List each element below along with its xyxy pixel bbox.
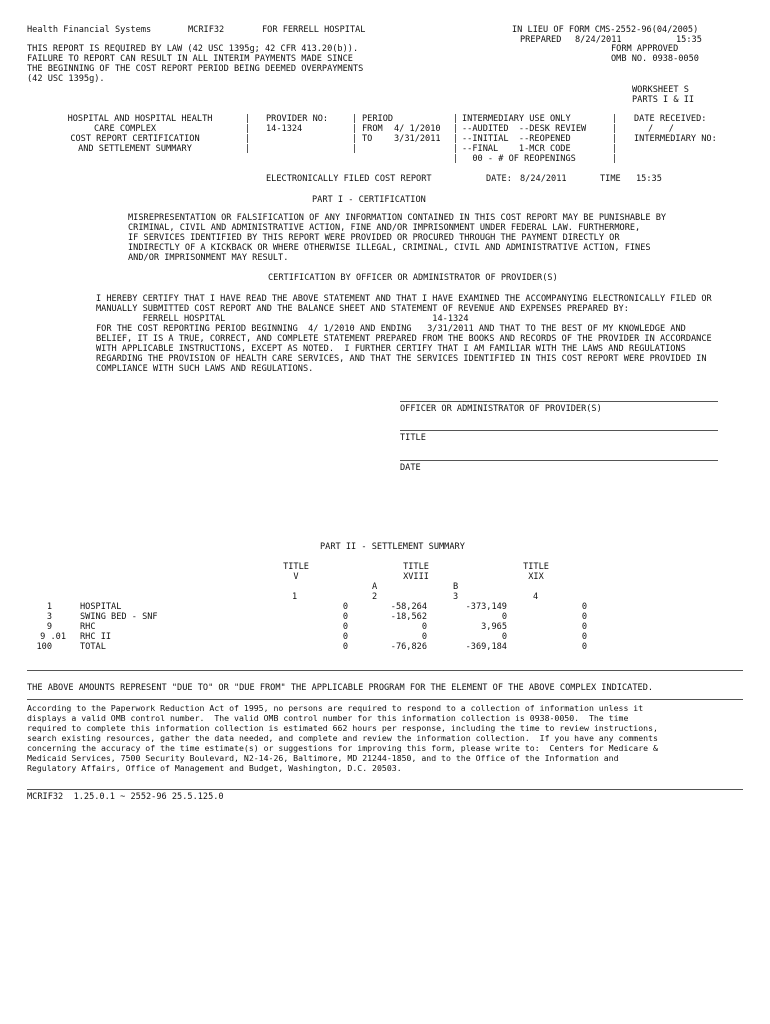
separator-bar: |: [245, 134, 251, 144]
title-xviii-a-value: 0: [421, 632, 427, 642]
intermediary-no-label: INTERMEDIARY NO:: [634, 134, 717, 144]
certification-line: MANUALLY SUBMITTED COST REPORT AND THE BALANCE SHEET AND STATEMENT OF REVENUE AND EXPENSES PREPARED BY:: [96, 304, 629, 314]
row-number: 9: [46, 622, 52, 632]
title-v-value: 0: [342, 632, 348, 642]
report-title-line: CARE COMPLEX: [93, 124, 157, 134]
separator-bar: |: [612, 154, 618, 164]
title-v-value: 0: [342, 602, 348, 612]
to-date: 3/31/2011: [394, 134, 441, 144]
divider: [27, 699, 743, 700]
certification-line: FERRELL HOSPITAL 14-1324: [96, 314, 469, 324]
title-xviii-a-value: -76,826: [390, 642, 427, 652]
separator-bar: |: [612, 134, 618, 144]
title-signature-label: TITLE: [400, 433, 426, 443]
due-note: THE ABOVE AMOUNTS REPRESENT "DUE TO" OR "DUE FROM" THE APPLICABLE PROGRAM FOR THE ELEMENT OF THE ABOVE COMPLEX INDICATED.: [27, 683, 654, 693]
intermediary-use-line: --FINAL 1-MCR CODE: [462, 144, 571, 154]
title-v-value: 0: [342, 612, 348, 622]
certification-line: WITH APPLICABLE INSTRUCTIONS, EXCEPT AS NOTED. I FURTHER CERTIFY THAT I AM FAMILIAR WITH THE LAWS AND REGULATIONS: [96, 344, 686, 354]
prepared-date: 8/24/2011: [575, 35, 622, 45]
paperwork-line: displays a valid OMB control number. The valid OMB control number for this information collection is 0938-0050. The time: [27, 713, 629, 723]
footer-version: MCRIF32 1.25.0.1 ~ 2552-96 25.5.125.0: [27, 792, 224, 802]
title-xix-value: 0: [581, 642, 587, 652]
separator-bar: |: [352, 124, 358, 134]
title-xviii-b-value: 3,965: [481, 622, 507, 632]
to-label: TO: [362, 134, 373, 144]
title-v-heading: V: [293, 572, 299, 582]
title-xix-value: 0: [581, 602, 587, 612]
separator-bar: |: [612, 114, 618, 124]
certification-line: COMPLIANCE WITH SUCH LAWS AND REGULATIONS.: [96, 364, 314, 374]
title-signature-line[interactable]: [400, 430, 718, 431]
col-number: 4: [533, 592, 539, 602]
date-received-label: DATE RECEIVED:: [634, 114, 707, 124]
row-label: HOSPITAL: [80, 602, 122, 612]
date-signature-line[interactable]: [400, 460, 718, 461]
row-label: RHC: [80, 622, 96, 632]
divider: [27, 670, 743, 671]
separator-bar: |: [245, 114, 251, 124]
separator-bar: |: [453, 154, 459, 164]
software-name: Health Financial Systems: [27, 25, 152, 35]
part2-heading: PART II - SETTLEMENT SUMMARY: [320, 542, 465, 552]
title-xviii-a-value: -58,264: [390, 602, 427, 612]
intermediary-use-line: --INITIAL --REOPENED: [462, 134, 571, 144]
separator-bar: |: [352, 114, 358, 124]
period-label: PERIOD: [362, 114, 394, 124]
certification-line: I HEREBY CERTIFY THAT I HAVE READ THE ABOVE STATEMENT AND THAT I HAVE EXAMINED THE ACCOMPANYING ELECTRONICALLY FILED OR: [96, 294, 712, 304]
title-xix-heading: TITLE: [523, 562, 549, 572]
officer-signature-line[interactable]: [400, 401, 718, 402]
provider-number: 14-1324: [266, 124, 303, 134]
subcol-a: A: [372, 582, 378, 592]
certification-line: FOR THE COST REPORTING PERIOD BEGINNING 4/ 1/2010 AND ENDING 3/31/2011 AND THAT TO THE BEST OF MY KNOWLEDGE AND: [96, 324, 686, 334]
electronic-filed-label: ELECTRONICALLY FILED COST REPORT: [266, 174, 432, 184]
subcol-b: B: [453, 582, 459, 592]
title-xviii-b-value: 0: [501, 612, 507, 622]
col-number: 2: [372, 592, 378, 602]
electronic-time-label: TIME: [600, 174, 621, 184]
col-number: 3: [453, 592, 459, 602]
provider-label: PROVIDER NO:: [266, 114, 329, 124]
part1-heading: PART I - CERTIFICATION: [312, 195, 426, 205]
separator-bar: |: [245, 144, 251, 154]
notice-line: THIS REPORT IS REQUIRED BY LAW (42 USC 1395g; 42 CFR 413.20(b)).: [27, 44, 359, 54]
separator-bar: |: [453, 134, 459, 144]
worksheet-label: WORKSHEET S: [632, 85, 689, 95]
warning-line: INDIRECTLY OF A KICKBACK OR WHERE OTHERWISE ILLEGAL, CRIMINAL, CIVIL AND ADMINISTRATIVE ACTION, FINES: [128, 243, 651, 253]
paperwork-line: search existing resources, gather the data needed, and complete and review the information collection. If you have any comments: [27, 733, 658, 743]
title-xix-value: 0: [581, 632, 587, 642]
hospital-name: FOR FERRELL HOSPITAL: [262, 25, 366, 35]
paperwork-line: According to the Paperwork Reduction Act of 1995, no persons are required to respond to a collection of information unless it: [27, 703, 644, 713]
separator-bar: |: [453, 114, 459, 124]
intermediary-use-line: 00 - # OF REOPENINGS: [462, 154, 576, 164]
warning-line: MISREPRESENTATION OR FALSIFICATION OF ANY INFORMATION CONTAINED IN THIS COST REPORT MAY BE PUNISHABLE BY: [128, 213, 667, 223]
separator-bar: |: [352, 134, 358, 144]
certification-line: REGARDING THE PROVISION OF HEALTH CARE SERVICES, AND THAT THE SERVICES IDENTIFIED IN THIS COST REPORT WERE PROVIDED IN: [96, 354, 707, 364]
col-number: 1: [292, 592, 298, 602]
certification-line: BELIEF, IT IS A TRUE, CORRECT, AND COMPLETE STATEMENT PREPARED FROM THE BOOKS AND RECORDS OF THE PROVIDER IN ACCORDANCE: [96, 334, 712, 344]
row-number: 100: [36, 642, 52, 652]
title-v-heading: TITLE: [283, 562, 309, 572]
program-code: MCRIF32: [188, 25, 225, 35]
report-title-line: AND SETTLEMENT SUMMARY: [78, 144, 192, 154]
row-label: RHC II: [80, 632, 112, 642]
notice-line: (42 USC 1395g).: [27, 74, 105, 84]
warning-line: CRIMINAL, CIVIL AND ADMINISTRATIVE ACTION, FINE AND/OR IMPRISONMENT UNDER FEDERAL LAW. FURTHERMORE,: [128, 223, 641, 233]
report-title-line: HOSPITAL AND HOSPITAL HEALTH: [67, 114, 213, 124]
title-xviii-heading: TITLE: [403, 562, 429, 572]
separator-bar: |: [453, 124, 459, 134]
warning-line: AND/OR IMPRISONMENT MAY RESULT.: [128, 253, 289, 263]
title-xviii-a-value: -18,562: [390, 612, 427, 622]
divider: [27, 789, 743, 790]
prepared-time: 15:35: [676, 35, 702, 45]
title-xix-heading: XIX: [528, 572, 544, 582]
from-label: FROM: [362, 124, 383, 134]
title-v-value: 0: [342, 622, 348, 632]
electronic-date-label: DATE:: [486, 174, 512, 184]
notice-line: THE BEGINNING OF THE COST REPORT PERIOD BEING DEEMED OVERPAYMENTS: [27, 64, 364, 74]
intermediary-use-line: --AUDITED --DESK REVIEW: [462, 124, 587, 134]
warning-line: IF SERVICES IDENTIFIED BY THIS REPORT WERE PROVIDED OR PROCURED THROUGH THE PAYMENT DIRECTLY OR: [128, 233, 620, 243]
title-v-value: 0: [342, 642, 348, 652]
paperwork-line: required to complete this information collection is estimated 662 hours per response, including the time to review instructions,: [27, 723, 658, 733]
separator-bar: |: [245, 124, 251, 134]
from-date: 4/ 1/2010: [394, 124, 441, 134]
row-number: 9 .01: [40, 632, 66, 642]
notice-line: FAILURE TO REPORT CAN RESULT IN ALL INTERIM PAYMENTS MADE SINCE: [27, 54, 353, 64]
title-xix-value: 0: [581, 622, 587, 632]
parts-label: PARTS I & II: [632, 95, 695, 105]
officer-signature-label: OFFICER OR ADMINISTRATOR OF PROVIDER(S): [400, 404, 602, 414]
certification-heading: CERTIFICATION BY OFFICER OR ADMINISTRATOR OF PROVIDER(S): [268, 273, 558, 283]
title-xviii-b-value: 0: [501, 632, 507, 642]
separator-bar: |: [612, 144, 618, 154]
in-lieu-of-form: IN LIEU OF FORM CMS-2552-96(04/2005): [512, 25, 699, 35]
title-xix-value: 0: [581, 612, 587, 622]
omb-number: OMB NO. 0938-0050: [611, 54, 699, 64]
separator-bar: |: [612, 124, 618, 134]
row-number: 1: [46, 602, 52, 612]
intermediary-use-line: INTERMEDIARY USE ONLY: [462, 114, 571, 124]
row-label: TOTAL: [80, 642, 106, 652]
separator-bar: |: [352, 144, 358, 154]
row-number: 3: [46, 612, 52, 622]
electronic-date: 8/24/2011: [520, 174, 567, 184]
date-signature-label: DATE: [400, 463, 421, 473]
row-label: SWING BED - SNF: [80, 612, 158, 622]
title-xviii-a-value: 0: [421, 622, 427, 632]
paperwork-line: Regulatory Affairs, Office of Management and Budget, Washington, D.C. 20503.: [27, 763, 402, 773]
report-title-line: COST REPORT CERTIFICATION: [70, 134, 200, 144]
title-xviii-b-value: -369,184: [465, 642, 507, 652]
date-received-value: / /: [648, 124, 674, 134]
electronic-time: 15:35: [636, 174, 662, 184]
prepared-label: PREPARED: [520, 35, 562, 45]
separator-bar: |: [453, 144, 459, 154]
paperwork-line: concerning the accuracy of the time estimate(s) or suggestions for improving this form, please write to: Centers for Medicare &: [27, 743, 658, 753]
paperwork-line: Medicaid Services, 7500 Security Boulevard, N2-14-26, Baltimore, MD 21244-1850, and to the Office of the Information and: [27, 753, 619, 763]
title-xviii-heading: XVIII: [403, 572, 429, 582]
title-xviii-b-value: -373,149: [465, 602, 507, 612]
form-approved: FORM APPROVED: [611, 44, 679, 54]
